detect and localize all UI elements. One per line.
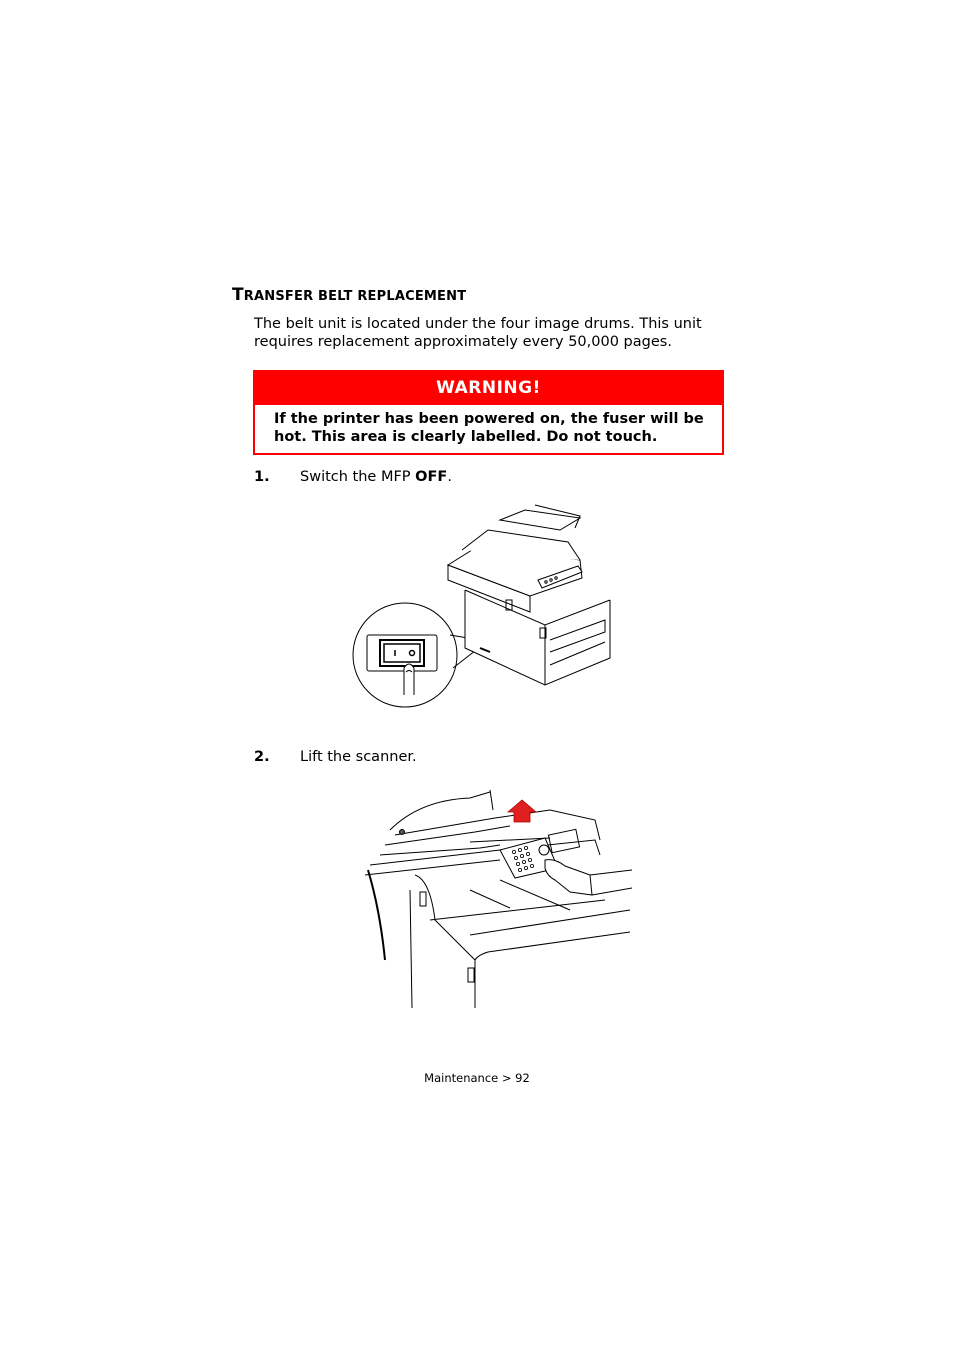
step-number: 2. bbox=[254, 749, 270, 765]
warning-text: If the printer has been powered on, the fuser will be hot. This area is clearly labelled. Do not touch. bbox=[274, 411, 704, 445]
warning-title: WARNING! bbox=[255, 372, 722, 405]
intro-paragraph: The belt unit is located under the four image drums. This unit requires replacement approximately every 50,000 pages. bbox=[254, 316, 702, 350]
heading-initial: T bbox=[232, 285, 244, 305]
heading-rest: RANSFER BELT REPLACEMENT bbox=[243, 289, 467, 304]
step-number: 1. bbox=[254, 469, 270, 485]
step-text: Lift the scanner. bbox=[300, 749, 417, 765]
lift-scanner-illustration bbox=[360, 780, 635, 1008]
step-text: Switch the MFP OFF. bbox=[300, 469, 452, 485]
section-heading bbox=[232, 285, 466, 305]
step-emphasis: OFF bbox=[415, 469, 448, 485]
page-footer: Maintenance > 92 bbox=[424, 1071, 530, 1085]
warning-box bbox=[253, 370, 724, 455]
printer-power-switch-illustration bbox=[350, 500, 615, 710]
